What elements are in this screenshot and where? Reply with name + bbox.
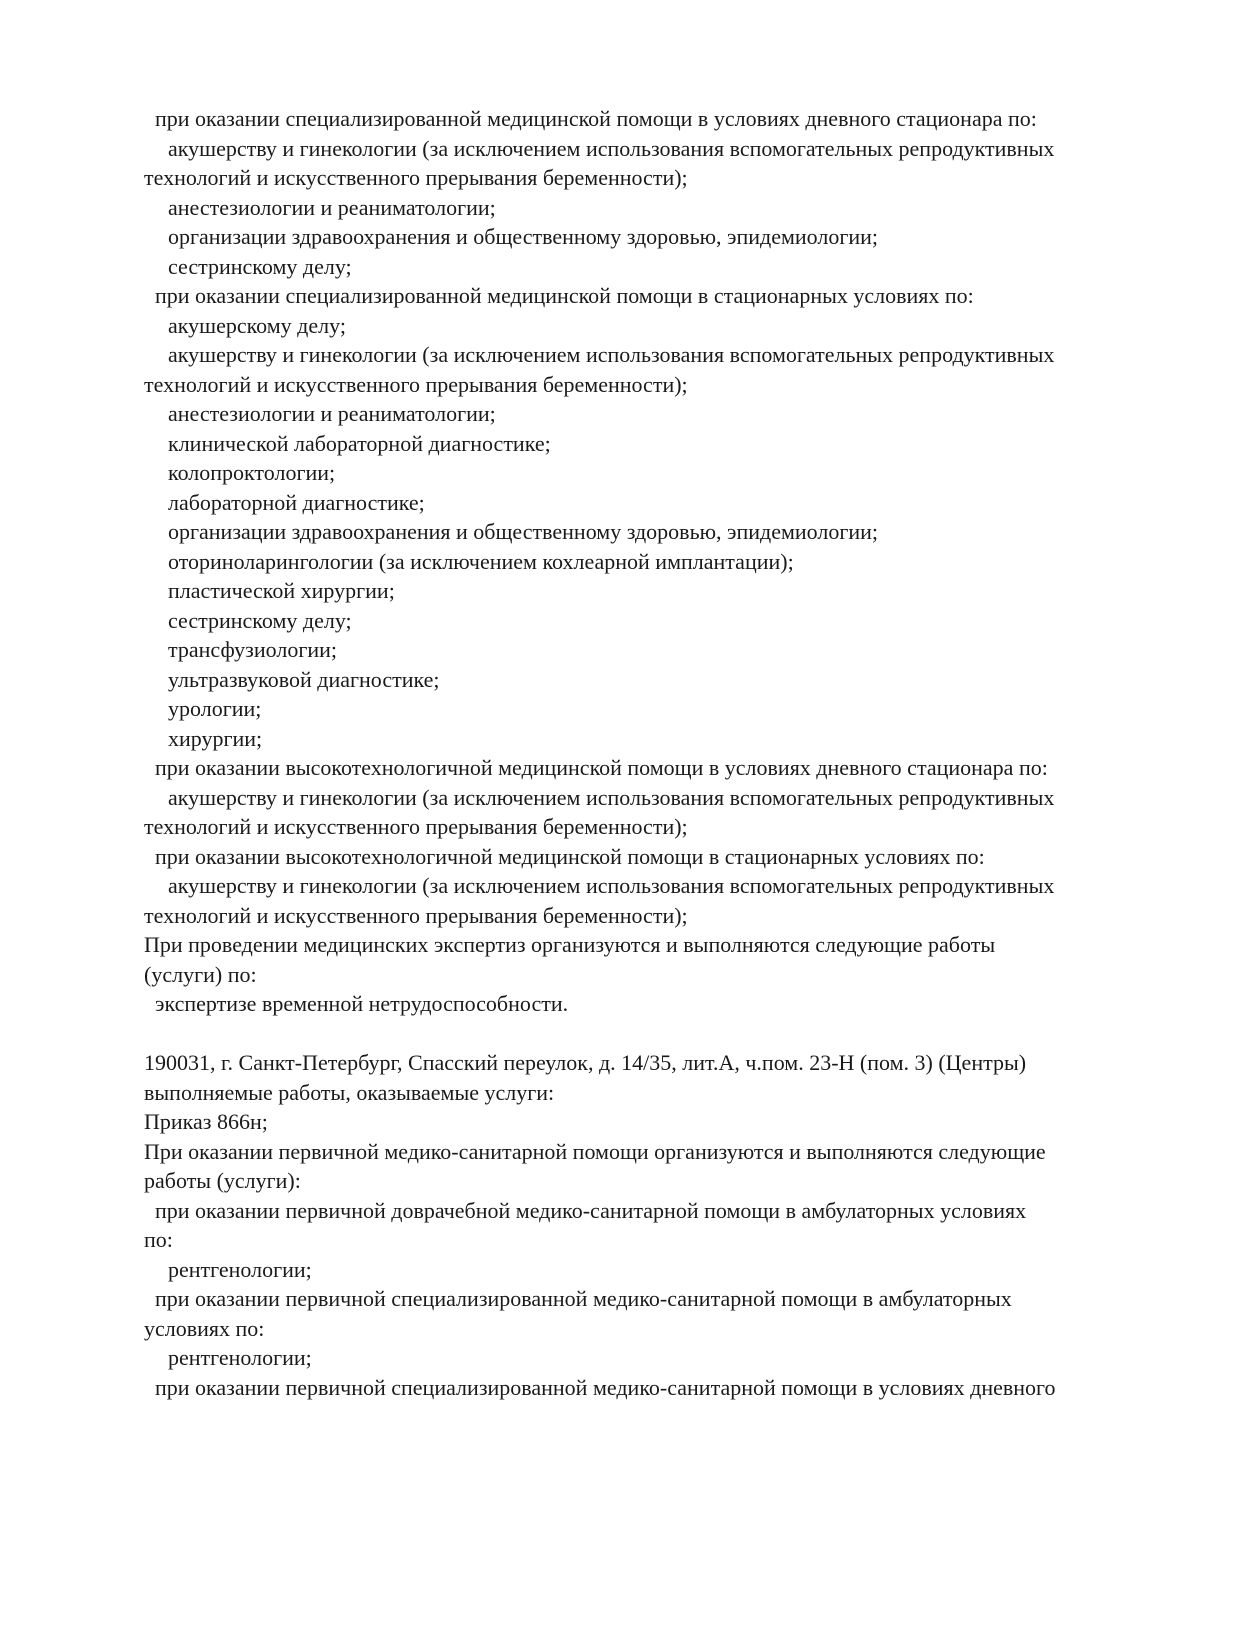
- text-line: хирургии;: [168, 725, 263, 751]
- text-line: организации здравоохранения и общественному здоровью, эпидемиологии;: [168, 519, 879, 544]
- text-line: сестринскому делу;: [168, 607, 352, 633]
- text-line: технологий и искусственного прерывания беременности);: [144, 814, 688, 839]
- document-body: [144, 104, 1164, 1402]
- text-line: экспертизе временной нетрудоспособности.: [155, 991, 569, 1016]
- text-line: колопроктологии;: [168, 460, 336, 485]
- text-line: сестринскому делу;: [168, 253, 352, 279]
- text-line: по:: [144, 1227, 173, 1252]
- text-line: При проведении медицинских экспертиз организуются и выполняются следующие работы: [144, 932, 996, 957]
- text-line: технологий и искусственного прерывания беременности);: [144, 165, 688, 190]
- text-line: При оказании первичной медико-санитарной помощи организуются и выполняются следующие: [144, 1138, 1046, 1164]
- text-line: лабораторной диагностике;: [168, 489, 425, 515]
- text-line: при оказании специализированной медицинской помощи в стационарных условиях по:: [155, 283, 974, 308]
- text-line: анестезиологии и реаниматологии;: [168, 194, 496, 220]
- text-line: при оказании первичной специализированной медико-санитарной помощи в амбулаторных: [155, 1286, 1012, 1311]
- text-line: акушерству и гинекологии (за исключением использования вспомогательных репродуктивных: [168, 784, 1055, 810]
- text-line: рентгенологии;: [168, 1256, 312, 1282]
- text-line: условиях по:: [144, 1315, 265, 1341]
- text-line: организации здравоохранения и общественному здоровью, эпидемиологии;: [168, 224, 879, 249]
- text-line: при оказании первичной доврачебной медико-санитарной помощи в амбулаторных условиях: [155, 1197, 1027, 1223]
- text-line: при оказании первичной специализированной медико-санитарной помощи в условиях дневного: [155, 1374, 1056, 1400]
- text-line: при оказании высокотехнологичной медицинской помощи в стационарных условиях по:: [155, 843, 985, 869]
- text-line: работы (услуги):: [144, 1168, 301, 1193]
- text-line: выполняемые работы, оказываемые услуги:: [144, 1079, 555, 1105]
- text-line: (услуги) по:: [144, 961, 257, 987]
- text-line: при оказании высокотехнологичной медицинской помощи в условиях дневного стационара по:: [155, 755, 1048, 780]
- text-line: оториноларингологии (за исключением кохлеарной имплантации);: [168, 548, 794, 574]
- text-line: акушерству и гинекологии (за исключением использования вспомогательных репродуктивных: [168, 873, 1055, 898]
- text-line: ультразвуковой диагностике;: [168, 666, 440, 692]
- text-line: акушерскому делу;: [168, 312, 346, 338]
- text-line: урологии;: [168, 696, 262, 721]
- text-line: технологий и искусственного прерывания беременности);: [144, 371, 688, 397]
- text-line: рентгенологии;: [168, 1345, 312, 1370]
- text-line: технологий и искусственного прерывания беременности);: [144, 902, 688, 928]
- text-line: 190031, г. Санкт-Петербург, Спасский переулок, д. 14/35, лит.А, ч.пом. 23-Н (пом. 3) (Центры): [144, 1050, 1027, 1075]
- text-line: акушерству и гинекологии (за исключением использования вспомогательных репродуктивных: [168, 135, 1055, 161]
- text-line: клинической лабораторной диагностике;: [168, 430, 551, 456]
- blank-line: [144, 1019, 1164, 1049]
- text-line: пластической хирургии;: [168, 578, 395, 603]
- text-line: анестезиологии и реаниматологии;: [168, 401, 496, 426]
- text-line: при оказании специализированной медицинской помощи в условиях дневного стационара по:: [155, 106, 1037, 131]
- text-line: Приказ 866н;: [144, 1109, 268, 1134]
- text-line: трансфузиологии;: [168, 637, 337, 662]
- text-line: акушерству и гинекологии (за исключением использования вспомогательных репродуктивных: [168, 342, 1055, 367]
